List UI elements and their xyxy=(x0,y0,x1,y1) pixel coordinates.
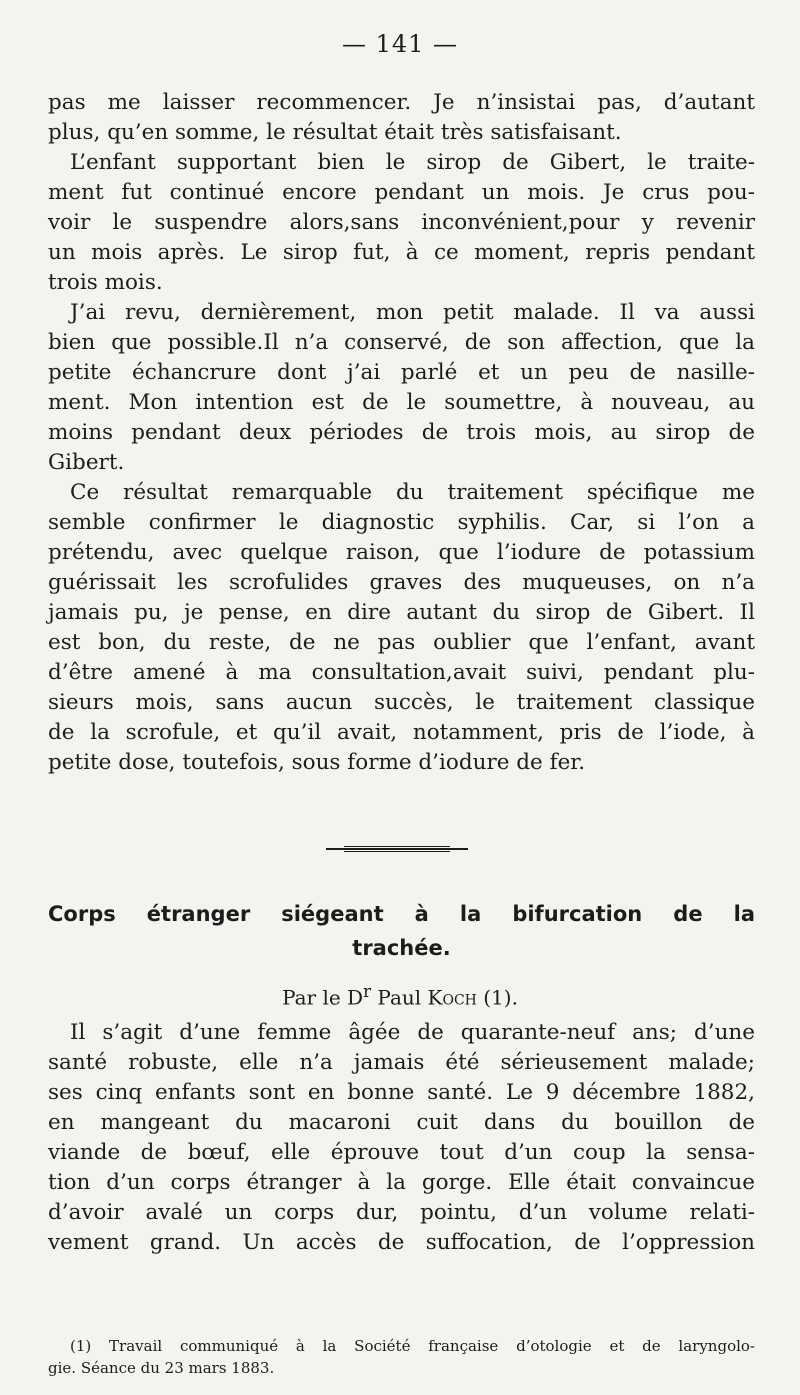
text-line: ment. Mon intention est de le soumettre, à nouveau, au xyxy=(48,390,755,415)
text-line: d’être amené à ma consultation,avait suivi, pendant plu- xyxy=(48,660,755,685)
paragraph-4 xyxy=(48,478,755,778)
body-text-bottom xyxy=(48,1018,755,1258)
paragraph-1 xyxy=(48,88,755,148)
text-line: sieurs mois, sans aucun succès, le traitement classique xyxy=(48,690,755,715)
text-line: d’avoir avalé un corps dur, pointu, d’un volume relati- xyxy=(48,1200,755,1225)
footnote-reference: (1). xyxy=(483,985,518,1010)
text-line: Il s’agit d’une femme âgée de quarante-neuf ans; d’une xyxy=(70,1020,755,1045)
text-line: semble confirmer le diagnostic syphilis. Car, si l’on a xyxy=(48,510,755,535)
text-line: ment fut continué encore pendant un mois. Je crus pou- xyxy=(48,180,755,205)
text-line: bien que possible.Il n’a conservé, de son affection, que la xyxy=(48,330,755,355)
body-text-top xyxy=(48,88,755,778)
text-line: guérissait les scrofulides graves des muqueuses, on n’a xyxy=(48,570,755,595)
text-line: ses cinq enfants sont en bonne santé. Le 9 décembre 1882, xyxy=(48,1080,755,1105)
text-line: petite échancrure dont j’ai parlé et un peu de nasille- xyxy=(48,360,755,385)
page-number: — 141 — xyxy=(341,30,459,58)
text-line: de la scrofule, et qu’il avait, notamment, pris de l’iode, à xyxy=(48,720,755,745)
heading-line: trachée. xyxy=(352,936,451,960)
text-line: un mois après. Le sirop fut, à ce moment, repris pendant xyxy=(48,240,755,265)
text-line: vement grand. Un accès de suffocation, de l’oppression xyxy=(48,1230,755,1255)
text-line: L’enfant supportant bien le sirop de Gibert, le traite- xyxy=(70,150,755,175)
text-line: moins pendant deux périodes de trois mois, au sirop de xyxy=(48,420,755,445)
text-line: J’ai revu, dernièrement, mon petit malade. Il va aussi xyxy=(70,300,755,325)
text-line: prétendu, avec quelque raison, que l’iodure de potassium xyxy=(48,540,755,565)
text-line: Gibert. xyxy=(48,450,125,475)
heading-line: Corps étranger siégeant à la bifurcation de la xyxy=(48,902,755,926)
text-line: trois mois. xyxy=(48,270,163,295)
text-line: plus, qu’en somme, le résultat était très satisfaisant. xyxy=(48,120,622,145)
text-line: tion d’un corps étranger à la gorge. Elle était convaincue xyxy=(48,1170,755,1195)
text-line: viande de bœuf, elle éprouve tout d’un coup la sensa- xyxy=(48,1140,755,1165)
section-divider xyxy=(326,845,468,853)
text-line: en mangeant du macaroni cuit dans du bouillon de xyxy=(48,1110,755,1135)
paragraph-5 xyxy=(48,1018,755,1258)
text-line: voir le suspendre alors,sans inconvénient,pour y revenir xyxy=(48,210,755,235)
byline-prefix: Par le D xyxy=(282,985,364,1010)
text-line: petite dose, toutefois, sous forme d’iodure de fer. xyxy=(48,750,586,775)
text-line: jamais pu, je pense, en dire autant du sirop de Gibert. Il xyxy=(48,600,755,625)
text-line: Ce résultat remarquable du traitement spécifique me xyxy=(70,480,755,505)
article-heading xyxy=(48,897,755,965)
text-line: pas me laisser recommencer. Je n’insistai pas, d’autant xyxy=(48,90,755,115)
paragraph-3 xyxy=(48,298,755,478)
paragraph-2 xyxy=(48,148,755,298)
text-line: santé robuste, elle n’a jamais été sérieusement malade; xyxy=(48,1050,755,1075)
footnote-line: (1) Travail communiqué à la Société française d’otologie et de laryngolo- xyxy=(70,1337,755,1355)
byline-title-sup: r xyxy=(363,982,372,1001)
author-byline xyxy=(0,982,800,1010)
footnote xyxy=(48,1335,755,1379)
footnote-line: gie. Séance du 23 mars 1883. xyxy=(48,1359,275,1377)
author-last-name: Koch xyxy=(427,985,477,1010)
text-line: est bon, du reste, de ne pas oublier que l’enfant, avant xyxy=(48,630,755,655)
author-first-name: Paul xyxy=(377,985,422,1010)
